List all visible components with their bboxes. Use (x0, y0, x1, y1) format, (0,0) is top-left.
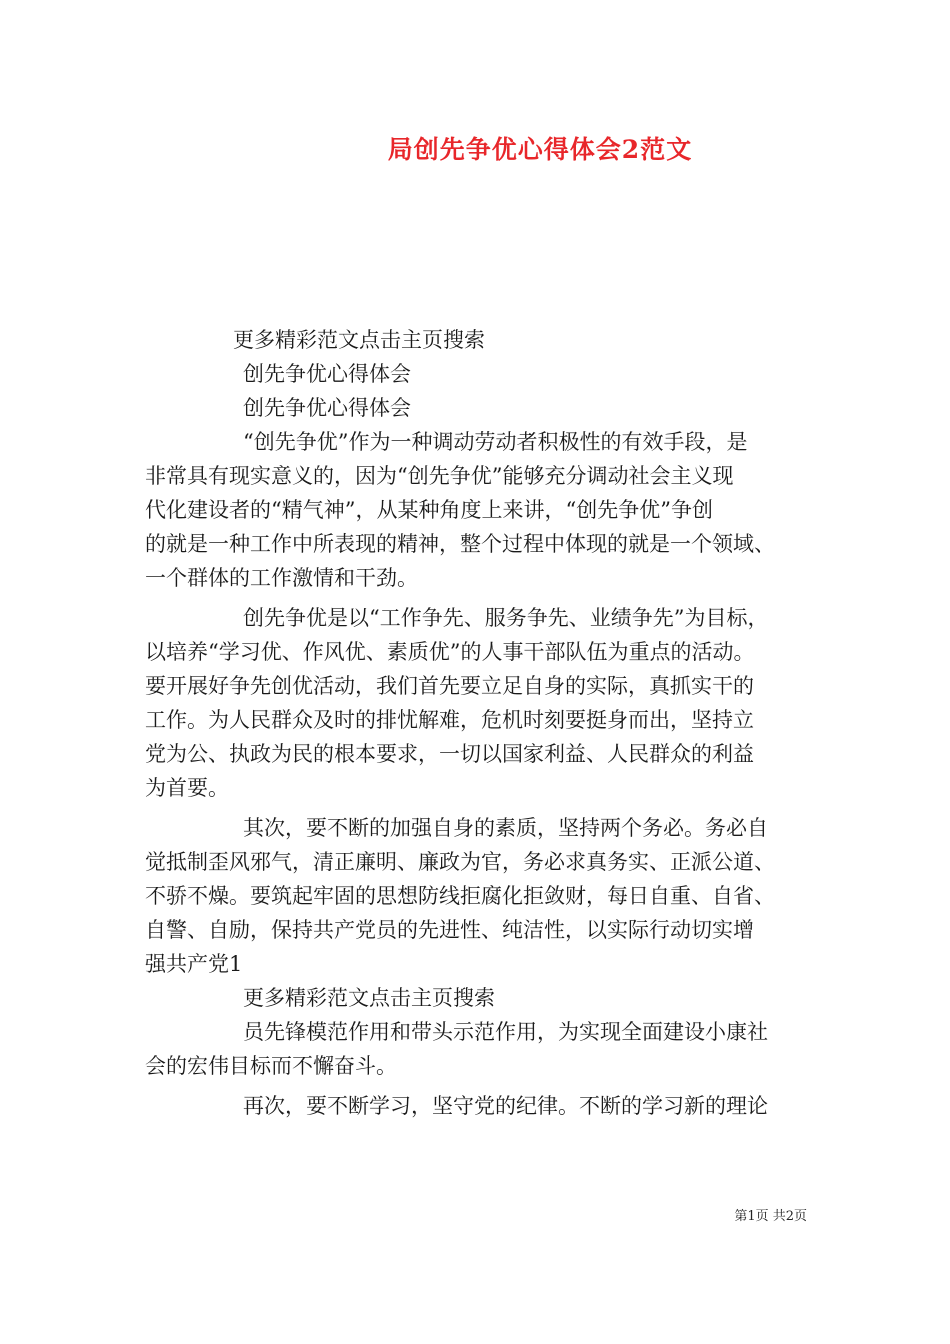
text-line: 强共产党1 (145, 952, 243, 976)
text-line: 代化建设者的“精气神”，从某种角度上来讲，“创先争优”争创 (145, 498, 713, 522)
text-line: 一个群体的工作激情和干劲。 (145, 566, 418, 590)
document-body (145, 323, 815, 1123)
text-line: 再次，要不断学习，坚守党的纪律。不断的学习新的理论 (243, 1094, 768, 1118)
text-line: 其次，要不断的加强自身的素质，坚持两个务必。务必自 (243, 816, 768, 840)
text-line: 要开展好争先创优活动，我们首先要立足自身的实际，真抓实干的 (145, 674, 754, 698)
page-footer: 第1页 共2页 (734, 1209, 807, 1224)
text-line: 觉抵制歪风邪气，清正廉明、廉政为官，务必求真务实、正派公道、 (145, 850, 775, 874)
text-line: 更多精彩范文点击主页搜索 (243, 986, 495, 1010)
text-line: 非常具有现实意义的，因为“创先争优”能够充分调动社会主义现 (145, 464, 734, 488)
text-line: 为首要。 (145, 776, 229, 800)
text-line: 创先争优心得体会 (243, 362, 411, 386)
text-line: 创先争优是以“工作争先、服务争先、业绩争先”为目标， (243, 606, 769, 630)
text-line: 工作。为人民群众及时的排忧解难，危机时刻要挺身而出，坚持立 (145, 708, 754, 732)
text-line: 以培养“学习优、作风优、素质优”的人事干部队伍为重点的活动。 (145, 640, 755, 664)
text-line: 的就是一种工作中所表现的精神，整个过程中体现的就是一个领域、 (145, 532, 775, 556)
document-title: 局创先争优心得体会2范文 (387, 135, 693, 164)
text-line: 会的宏伟目标而不懈奋斗。 (145, 1054, 397, 1078)
text-line: 自警、自励，保持共产党员的先进性、纯洁性，以实际行动切实增 (145, 918, 754, 942)
text-line: 创先争优心得体会 (243, 396, 411, 420)
text-line: “创先争优”作为一种调动劳动者积极性的有效手段，是 (243, 430, 748, 454)
text-line: 员先锋模范作用和带头示范作用，为实现全面建设小康社 (243, 1020, 768, 1044)
text-line: 不骄不燥。要筑起牢固的思想防线拒腐化拒敛财，每日自重、自省、 (145, 884, 775, 908)
text-line: 党为公、执政为民的根本要求，一切以国家利益、人民群众的利益 (145, 742, 754, 766)
text-line: 更多精彩范文点击主页搜索 (233, 328, 485, 352)
